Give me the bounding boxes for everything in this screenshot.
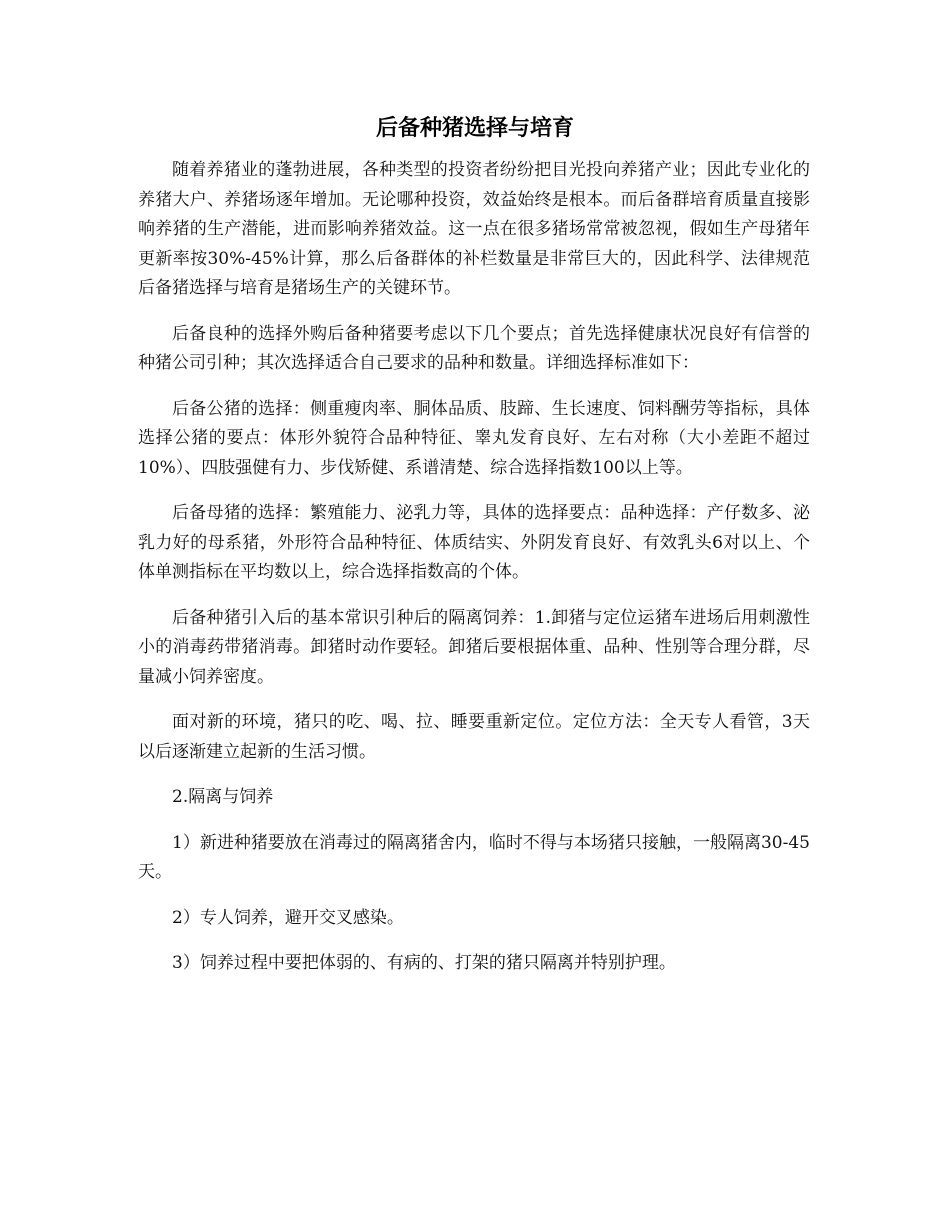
paragraph-item-1: 1）新进种猪要放在消毒过的隔离猪舍内，临时不得与本场猪只接触，一般隔离30-45天。 [138,832,810,882]
document-title: 后备种猪选择与培育 [375,116,574,141]
paragraph-boar-selection: 后备公猪的选择：侧重瘦肉率、胴体品质、肢蹄、生长速度、饲料酬劳等指标，具体选择公猪的要点：体形外貌符合品种特征、睾丸发育良好、左右对称（大小差距不超过10%）、四肢强健有力、步伐矫健、系谱清楚、综合选择指数100以上等。 [138,398,810,478]
paragraph-new-environment: 面对新的环境，猪只的吃、喝、拉、睡要重新定位。定位方法：全天专人看管，3天以后逐渐建立起新的生活习惯。 [138,712,810,762]
paragraph-selection-overview: 后备良种的选择外购后备种猪要考虑以下几个要点；首先选择健康状况良好有信誉的种猪公司引种；其次选择适合自己要求的品种和数量。详细选择标准如下： [138,323,810,373]
paragraph-quarantine-intro: 后备种猪引入后的基本常识引种后的隔离饲养：1.卸猪与定位运猪车进场后用刺激性小的消毒药带猪消毒。卸猪时动作要轻。卸猪后要根据体重、品种、性别等合理分群，尽量减小饲养密度。 [138,607,810,687]
paragraph-item-2: 2）专人饲养，避开交叉感染。 [172,907,404,928]
paragraph-item-3: 3）饲养过程中要把体弱的、有病的、打架的猪只隔离并特别护理。 [172,953,676,973]
paragraph-sow-selection: 后备母猪的选择：繁殖能力、泌乳力等，具体的选择要点：品种选择：产仔数多、泌乳力好的母系猪，外形符合品种特征、体质结实、外阴发育良好、有效乳头6对以上、个体单测指标在平均数以上，综合选择指数高的个体。 [138,503,810,582]
paragraph-intro: 随着养猪业的蓬勃进展，各种类型的投资者纷纷把目光投向养猪产业；因此专业化的养猪大户、养猪场逐年增加。无论哪种投资，效益始终是根本。而后备群培育质量直接影响养猪的生产潜能，进而影响养猪效益。这一点在很多猪场常常被忽视，假如生产母猪年更新率按30%-45%计算，那么后备群体的补栏数量是非常巨大的，因此科学、法律规范后备猪选择与培育是猪场生产的关键环节。 [138,160,810,298]
paragraph-isolation-heading: 2.隔离与饲养 [172,787,274,807]
document-body [138,156,810,995]
